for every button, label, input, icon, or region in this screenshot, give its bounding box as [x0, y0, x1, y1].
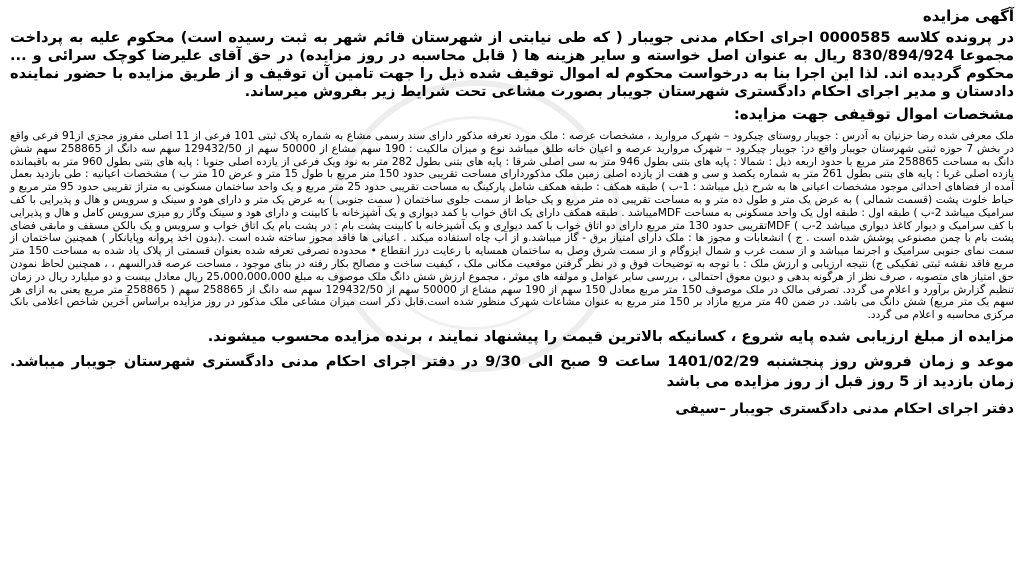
notice-title: آگهی مزایده: [922, 7, 1014, 25]
property-specs-heading: مشخصات اموال توقیفی جهت مزایده:: [733, 105, 1014, 123]
notice-intro-paragraph: در پرونده کلاسه 0000585 اجرای احکام مدنی جویبار ( که طی نیابتی از شهرستان قائم شهر به ثبت رسیده است) محکوم علیه به پرداخت مجموعا 830/894/924 ریال به عنوان اصل خواسته و سایر هزینه ها ( قابل محاسبه در روز مزایده) در حق آقای علیرضا کوچک سرائی و ... محکوم گردیده اند. لذا این اجرا بنا به درخواست محکوم له اموال توقیف شده ذیل را جهت تامین آن توقیف و از طریق مزایده با حضور نماینده دادستان و مدیر اجرای احکام دادگستری شهرستان جویبار بصورت مشاعی تحت شرایط زیر بفروش میرساند.: [10, 29, 1014, 100]
issuing-office-signature: دفتر اجرای احکام مدنی دادگستری جویبار –سیفی: [675, 400, 1014, 417]
auction-schedule-paragraph: موعد و زمان فروش روز پنجشنبه 1401/02/29 ساعت 9 صبح الی 9/30 در دفتر اجرای احکام مدنی دادگستری شهرستان جویبار میباشد. زمان بازدید از 5 روز قبل از روز مزایده می باشد: [10, 352, 1014, 390]
auction-condition-paragraph: مزایده از مبلغ ارزیابی شده پایه شروع ، کسانیکه بالاترین قیمت را پیشنهاد نمایند ، برنده مزایده محسوب میشوند.: [207, 327, 1014, 345]
property-specs-paragraph: ملک معرفی شده رضا حزنیان به آدرس : جویبار روستای چیکرود – شهرک مروارید ، مشخصات عرصه : ملک مورد تعرفه مذکور دارای سند رسمی مشاع به شماره پلاک ثبتی 101 فرعی از 11 اصلی مفروز مجزی از91 فرعی واقع در بخش 7 حوزه ثبتی شهرستان جویبار واقع در: جویبار چیکرود – شهرک مروارید عرصه و اعیان خانه طلق میباشد نوع و میزان مالکیت : 190 سهم مشاع از 50000 سهم از 129432/50 سهم سه دانگ از 258865 سهم شش دانگ به مساحت 258865 متر مربع با حدود اربعه ذیل : شمالا : پایه های بتنی بطول 946 متر به سی اصلی شرقا : پایه های بتنی بطول 282 متر به نود ویک فرعی از یازده اصلی جنوبا : پایه های بتنی بطول 960 متر به باقیمانده یازده اصلی غربا : پایه های بتنی بطول 261 متر به شماره یکصد و سی و هفت از یازده اصلی زمین ملک مذکوردارای مساحت تقریبی حدود 150 متر مربع با طول 15 متر و عرض 10 متر ب ) مشخصات اعیانیه : طی بازدید بعمل آمده از فضاهای احداثی موجود مشخصات اعیانی ها به شرح ذیل میباشد : 1-ب ) طبقه همکف : طبقه همکف شامل پارکینگ به مساحت تقریبی حدود 25 متر مربع و یک واحد ساختمان مسکونی به متراژ تقریبی حدود 95 متر مربع و حیاط خلوت پشت (قسمت شمالی ) به عرض یک متر و طول ده متر و به مساحت تقریبی ده متر مربع و یک حیاط از سمت جلوی ساختمان ( سمت جنوبی ) به عرض یک متر و دارای هود و سینک و سرویس و هال و پذیرایی با کف سرامیک میباشد 2-ب ) طبقه اول : طبقه اول یک واحد مسکونی به مساحت MDFمیباشد . طبقه همکف دارای یک اتاق خواب با کمد دیواری و یک آشپزخانه با کابینت و دارای هود و سینک وگاز رو میزی سرویس کامل و هال و پذیرایی با کف سرامیک و دیوار کاغذ دیواری میباشد 2-ب ) MDFتقریبی حدود 130 متر مربع دارای دو اتاق خواب با کمد دیواری و یک آشپزخانه با کابینت پشت بام : در پشت بام یک اتاق خواب و سرویس و یک بالکن مسقف و مابقی فضای پشت بام با چمن مصنوعی پوشش شده است . ج ) انشعابات و مجوز ها : ملک دارای امتیاز برق - گاز میباشد.و از آب چاه استفاده میکند . اعیانی ها فاقد مجوز ساخته شده است .(بدون اخذ پروانه وپایانکار ) همچنین ساختمان از سمت نمای جنوبی سرامیک و اجرنما میباشد و از سمت غرب و شمال ایزوگام و از سمت شرق وصل به ساختمان همسایه با رعایت درز انقطاع • محدوده تصرفی تعرفه شده بعنوان قسمتی از پلاک یاد شده به مساحت 150 متر مربع فاقد نقشه ثبتی تفکیکی ج) نتیجه ارزیابی و ارزش ملک : با توجه به توضیحات فوق و در نظر گرفتن موقعیت مکانی ملک ، کیفیت ساخت و مصالح بکار رفته در بنای موجود ، مساحت عرصه قدرالسهم ، ، همچنین لحاظ نمودن حق امتیاز های متصوبه ، صرف نظر از هرگونه بدهی و دیون معوق احتمالی ، بررسی سایر عوامل و مولفه های موثر ، مجموع ارزش شش دانگ ملک موصوف به مبلغ 25،000،000،000 ریال معادل بیست و دو میلیارد ریال در زمان تنظیم گزارش برآورد و اعلام می گردد. تصرفی مالک در ملک موصوف 150 متر مربع معادل 150 سهم از 190 سهم مشاع از 50000 سهم از 129432/50 سهم سه دانگ از 258865 سهم ( 258865 متر مربع یعنی به ازای هر سهم یک متر مربع) شش دانگ می باشد. در ضمن 40 متر مربع مازاد بر 150 متر مربع به عنوان مشاعات شهرک منظور شده است.قابل ذکر است میزان مشاعی ملک مذکور در روز مزایده براساس آخرین شاخص اعلامی بانک مرکزی محاسبه و اعلام می گردد.: [10, 130, 1015, 322]
